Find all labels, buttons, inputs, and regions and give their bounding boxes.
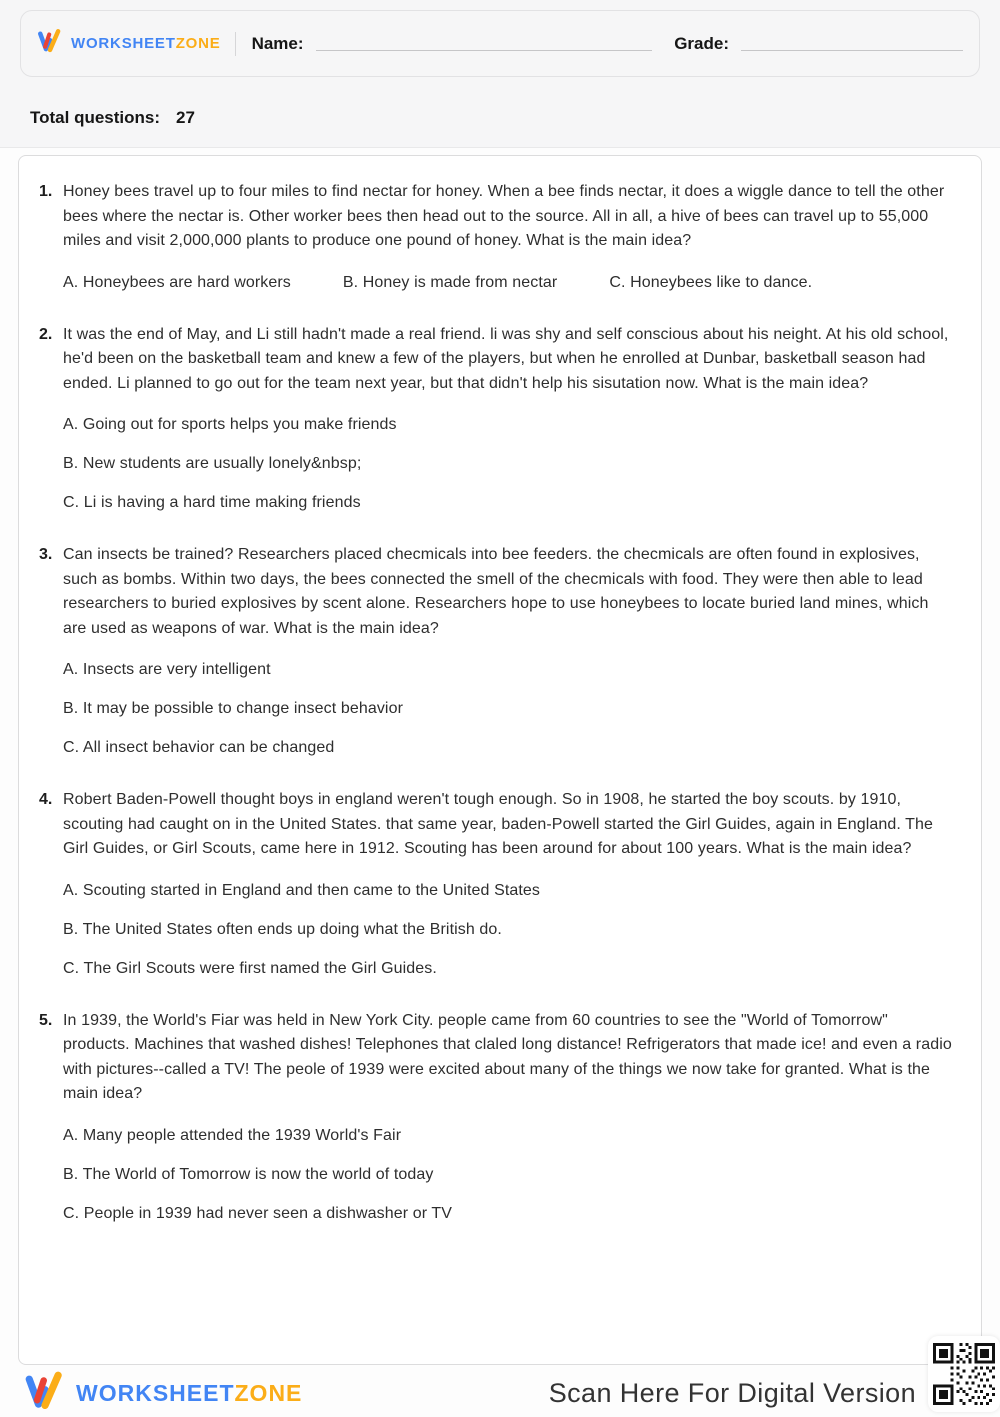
answer-option-b: B. New students are usually lonely&nbsp; [63, 455, 362, 472]
question-text: It was the end of May, and Li still hadn't made a real friend. li was shy and self conscious about his neight. At his old school, he'd been on the basketball team and knew a few of the players, but when he enrolled at Dunbar, basketball season had ended. Li planned to go out for the team next year, but that didn't help his sisutation now. What is the main idea? [63, 325, 949, 392]
header-divider [235, 32, 236, 56]
total-questions [30, 108, 195, 128]
footer-worksheetzone-logo [24, 1370, 302, 1417]
grade-label: Grade: [674, 33, 729, 53]
answer-option-a: A. Insects are very intelligent [63, 661, 271, 678]
answer-option-b: B. The United States often ends up doing what the British do. [63, 920, 502, 938]
question-number: 3. [39, 546, 53, 563]
answer-option-a: A. Going out for sports helps you make friends [63, 416, 397, 433]
question-number: 1. [39, 183, 53, 200]
answer-option-c: C. Honeybees like to dance. [609, 273, 813, 291]
answer-option-a: A. Many people attended the 1939 World's Fair [63, 1126, 402, 1144]
question-text: Can insects be trained? Researchers placed checmicals into bee feeders. the checmicals are often found in explosives, such as bombs. Within two days, the bees connected the smell of the checmicals with food. They were then able to lead researchers to buried explosives by scent alone. Researchers hope to use honeybees to locate buried land mines, which are used as weapons of war. What is the main idea? [63, 546, 929, 637]
question-5 [39, 1009, 955, 1226]
logo-word-worksheet: WORKSHEET [71, 35, 176, 52]
question-4 [39, 788, 955, 981]
answer-option-a: A. Honeybees are hard workers [63, 273, 291, 291]
questions-panel [18, 155, 982, 1365]
logo-word-zone: ZONE [234, 1380, 303, 1406]
worksheetzone-logo-text [76, 1380, 302, 1407]
logo-word-worksheet: WORKSHEET [76, 1380, 235, 1406]
answer-option-b: B. Honey is made from nectar [342, 273, 558, 291]
question-2 [39, 323, 955, 516]
answer-option-a: A. Scouting started in England and then came to the United States [63, 881, 541, 899]
total-questions-label: Total questions: [30, 108, 161, 127]
scan-here-text: Scan Here For Digital Version [548, 1378, 916, 1408]
answer-option-b: B. It may be possible to change insect behavior [63, 700, 404, 717]
answer-option-c: C. All insect behavior can be changed [63, 739, 335, 756]
question-3 [39, 543, 955, 760]
question-number: 4. [39, 791, 53, 808]
worksheetzone-logo-icon [37, 28, 63, 59]
worksheet-header [20, 10, 980, 77]
question-number: 5. [39, 1011, 53, 1029]
question-text: Robert Baden-Powell thought boys in england weren't tough enough. So in 1908, he started the boy scouts. by 1910, scouting had caught on in the United States. that same year, baden-Powell started the Girl Guides, again in England. The Girl Guides, or Girl Scouts, came here in 1912. Scouting has been around for about 100 years. What is the main idea? [63, 791, 934, 857]
answer-choices [63, 658, 955, 760]
name-write-line [316, 50, 653, 51]
answer-choices [63, 413, 955, 515]
question-text: Honey bees travel up to four miles to find nectar for honey. When a bee finds nectar, it does a wiggle dance to tell the other bees where the nectar is. Other worker bees then head out to the source. All in all, a hive of bees can travel up to 55,000 miles and visit 2,000,000 plants to produce one pound of honey. What is the main idea? [63, 183, 945, 249]
answer-choices [63, 879, 955, 981]
worksheetzone-logo-text [71, 35, 221, 52]
logo-word-zone: ZONE [175, 35, 221, 52]
answer-option-c: C. The Girl Scouts were first named the Girl Guides. [63, 959, 437, 977]
name-label: Name: [251, 33, 304, 53]
answer-option-b: B. The World of Tomorrow is now the world of today [63, 1165, 434, 1183]
question-text: In 1939, the World's Fiar was held in New York City. people came from 60 countries to see the "World of Tomorrow" products. Machines that washed dishes! Telephones that claled long distance! Refrigerators that made ice! and even a radio with pictures--called a TV! The peole of 1939 were excited about many of the things we now take for granted. What is the main idea? [63, 1011, 952, 1102]
grade-write-line [741, 50, 963, 51]
total-questions-value: 27 [176, 108, 195, 127]
question-number: 2. [39, 325, 53, 343]
answer-choices [63, 1124, 955, 1226]
worksheetzone-logo [37, 28, 221, 59]
answer-option-c: C. Li is having a hard time making friends [63, 494, 361, 511]
question-1 [39, 180, 955, 295]
answer-choices [63, 271, 955, 295]
worksheetzone-logo-icon [24, 1370, 66, 1417]
answer-option-c: C. People in 1939 had never seen a dishwasher or TV [63, 1204, 453, 1222]
qr-code [928, 1336, 1000, 1412]
